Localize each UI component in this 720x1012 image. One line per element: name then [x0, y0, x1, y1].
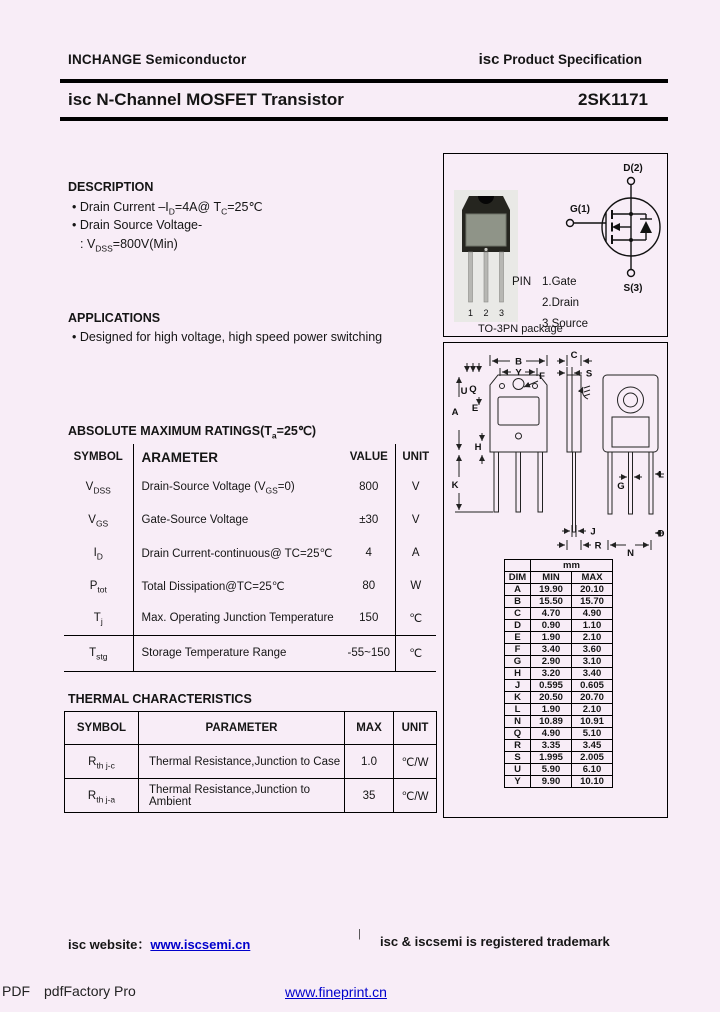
col-max: MAX	[572, 572, 613, 584]
dim-cell: 2.10	[572, 704, 613, 716]
dim-unit-header: mm	[531, 560, 613, 572]
dim-table-row	[505, 752, 613, 764]
package-photo	[454, 190, 518, 322]
dim-cell: 6.10	[572, 764, 613, 776]
value-cell: 800	[359, 480, 379, 493]
dim-cell: 2.90	[531, 656, 572, 668]
description-bullet-2: • Drain Source Voltage-	[72, 218, 203, 232]
outline-drawing	[445, 347, 666, 559]
dim-cell: 4.70	[531, 608, 572, 620]
dim-label-H: H	[474, 442, 482, 453]
dim-label-F: F	[539, 371, 545, 382]
col-symbol: SYMBOL	[64, 444, 133, 470]
header-rule	[60, 79, 668, 83]
dim-cell: 3.20	[531, 668, 572, 680]
parameter-cell: Thermal Resistance,Junction to Ambient	[139, 779, 345, 813]
symbol-cell: $P_{tot}$	[64, 569, 133, 602]
value-cell: 80	[362, 579, 376, 592]
dim-label-B: B	[515, 356, 522, 368]
dim-table-row	[505, 608, 613, 620]
abs-row-ptot	[64, 569, 436, 602]
dim-cell: 5.10	[572, 728, 613, 740]
dim-cell: C	[505, 608, 531, 620]
product-spec-label: isc Product Specification	[478, 51, 642, 68]
footer-website	[68, 934, 250, 953]
dim-cell: D	[505, 620, 531, 632]
symbol-cell: $T_{stg}$	[64, 635, 133, 671]
pin-3-label: 3.Source	[542, 318, 589, 330]
dim-cell: 2.10	[572, 632, 613, 644]
parameter-cell: Storage Temperature Range	[133, 635, 343, 671]
website-link[interactable]: www.iscsemi.cn	[150, 937, 251, 952]
company-name: INCHANGE Semiconductor	[68, 52, 247, 67]
abs-row-id	[64, 536, 436, 569]
value-cell: 150	[359, 612, 379, 625]
symbol-cell: $R_{th j-a}$	[65, 779, 139, 813]
unit-cell: V	[395, 470, 436, 503]
dim-table-row	[505, 704, 613, 716]
abs-row-tj	[64, 602, 436, 635]
dim-cell: 10.89	[531, 716, 572, 728]
col-value: VALUE	[349, 451, 388, 463]
dim-cell: 10.10	[572, 776, 613, 788]
unit-cell: ℃	[395, 602, 436, 635]
dim-cell: F	[505, 644, 531, 656]
description-bullet-1: • Drain Current $-I_D=4A@$ $T_C=25℃$	[72, 200, 263, 217]
dim-cell: K	[505, 692, 531, 704]
symbol-drain-label: D(2)	[623, 163, 643, 174]
dim-cell: 2.005	[572, 752, 613, 764]
dim-table-row	[505, 764, 613, 776]
mosfet-symbol	[562, 157, 664, 299]
max-cell: 35	[345, 779, 394, 813]
photo-pin-2: 2	[483, 308, 489, 318]
parameter-cell: Thermal Resistance,Junction to Case	[139, 745, 345, 779]
dim-table-row	[505, 668, 613, 680]
dim-label-C: C	[570, 350, 578, 361]
dim-cell: 3.35	[531, 740, 572, 752]
unit-cell: A	[395, 536, 436, 569]
dim-cell: H	[505, 668, 531, 680]
dim-cell: 20.50	[531, 692, 572, 704]
col-parameter: ARAMETER	[141, 449, 218, 465]
parameter-cell: Drain-Source Voltage $(V_{GS}=0)$	[141, 480, 295, 495]
parameter-cell: Max. Operating Junction Temperature	[141, 612, 334, 625]
unit-cell: ℃/W	[394, 779, 437, 813]
dim-cell: 3.45	[572, 740, 613, 752]
col-dim: DIM	[505, 572, 531, 584]
parameter-cell: Gate-Source Voltage	[141, 513, 249, 526]
parameter-cell: Total Dissipation@TC=25℃	[141, 580, 285, 593]
dim-cell: 4.90	[531, 728, 572, 740]
dim-cell: 9.90	[531, 776, 572, 788]
dim-cell: R	[505, 740, 531, 752]
value-cell: -55~150	[343, 635, 395, 671]
description-heading: DESCRIPTION	[68, 180, 154, 194]
symbol-cell: $R_{th j-c}$	[65, 745, 139, 779]
thermal-row-jc	[65, 745, 437, 779]
abs-row-vgs	[64, 503, 436, 536]
symbol-source-label: S(3)	[623, 283, 643, 294]
dim-cell: 0.595	[531, 680, 572, 692]
max-cell: 1.0	[345, 745, 394, 779]
dim-cell: 0.605	[572, 680, 613, 692]
symbol-cell: $V_{DSS}$	[64, 470, 133, 503]
dim-label-Y: Y	[515, 367, 522, 379]
dim-table-row	[505, 656, 613, 668]
dim-cell: U	[505, 764, 531, 776]
dim-cell: L	[505, 704, 531, 716]
pin-legend-label: PIN	[512, 276, 532, 288]
dim-cell: S	[505, 752, 531, 764]
thermal-table	[64, 711, 437, 813]
photo-pin-1: 1	[467, 308, 474, 318]
value-cell: 4	[365, 546, 372, 559]
dim-label-R: R	[594, 540, 602, 552]
unit-cell: V	[395, 503, 436, 536]
photo-pin-3: 3	[498, 308, 505, 318]
dim-label-G: G	[617, 481, 625, 492]
dimensions-box	[443, 342, 668, 818]
description-bullet-3: : $V_{DSS}=800V(Min)$	[80, 237, 178, 254]
dim-cell: B	[505, 596, 531, 608]
dim-table-row	[505, 740, 613, 752]
dim-label-K: K	[451, 480, 459, 491]
applications-heading: APPLICATIONS	[68, 311, 161, 325]
col-symbol: SYMBOL	[65, 712, 139, 745]
col-min: MIN	[531, 572, 572, 584]
dim-table-row	[505, 644, 613, 656]
dim-cell: 5.90	[531, 764, 572, 776]
abs-header-row	[64, 444, 436, 470]
dim-table-row	[505, 776, 613, 788]
col-parameter: PARAMETER	[139, 712, 345, 745]
dim-cell: A	[505, 584, 531, 596]
dim-table-row	[505, 620, 613, 632]
dim-label-J: J	[590, 526, 596, 538]
dim-cell: 3.10	[572, 656, 613, 668]
package-pinout-box	[443, 153, 668, 337]
abs-max-ratings-heading: ABSOLUTE MAXIMUM $RATINGS(T_a=25℃)$	[68, 424, 317, 441]
dim-cell: 1.90	[531, 704, 572, 716]
dim-table-row	[505, 680, 613, 692]
page-title: isc N-Channel MOSFET Transistor	[68, 90, 344, 109]
dim-unit-row	[505, 560, 613, 572]
dim-label-A: A	[451, 407, 459, 418]
dim-table-row	[505, 632, 613, 644]
dim-label-S: S	[585, 368, 593, 380]
dim-table-row	[505, 596, 613, 608]
symbol-cell: $T_j$	[64, 602, 133, 635]
dim-table-row	[505, 728, 613, 740]
dim-label-D: D	[657, 528, 665, 540]
unit-cell: W	[395, 569, 436, 602]
dim-label-Q: Q	[469, 384, 477, 395]
dim-cell: 20.70	[572, 692, 613, 704]
abs-row-vdss	[64, 470, 436, 503]
dim-corner-cell	[505, 560, 531, 572]
pin-2-label: 2.Drain	[542, 297, 580, 309]
dim-label-E: E	[471, 403, 479, 414]
website-label: isc website：	[68, 937, 151, 952]
pdf-watermark: PDF pdfFactory Pro	[2, 983, 136, 999]
unit-cell: ℃	[395, 635, 436, 671]
dim-table-row	[505, 716, 613, 728]
abs-row-tstg	[64, 635, 436, 671]
dim-cell: 15.70	[572, 596, 613, 608]
symbol-cell: $I_D$	[64, 536, 133, 569]
dim-cell: 10.91	[572, 716, 613, 728]
parameter-cell: Drain Current-continuous@ TC=25℃	[141, 547, 333, 560]
dim-label-N: N	[627, 548, 634, 559]
dim-cell: Y	[505, 776, 531, 788]
fineprint-link[interactable]: www.fineprint.cn	[285, 984, 387, 1000]
thermal-heading: THERMAL CHARACTERISTICS	[68, 692, 252, 706]
dim-cell: 3.40	[531, 644, 572, 656]
dim-table-row	[505, 584, 613, 596]
title-rule	[60, 117, 668, 121]
dim-cell: G	[505, 656, 531, 668]
dim-cell: 1.90	[531, 632, 572, 644]
dim-cell: 3.60	[572, 644, 613, 656]
dim-cell: 3.40	[572, 668, 613, 680]
part-number: 2SK1171	[578, 90, 648, 109]
footer-divider: |	[358, 928, 361, 940]
col-max: MAX	[345, 712, 394, 745]
pin-1-label: 1.Gate	[542, 276, 577, 288]
dim-label-L: L	[658, 469, 664, 481]
abs-max-ratings-table	[64, 444, 436, 672]
applications-bullet-1: • Designed for high voltage, high speed power switching	[72, 330, 383, 344]
thermal-row-ja	[65, 779, 437, 813]
dim-cell: 1.10	[572, 620, 613, 632]
dim-cell: Q	[505, 728, 531, 740]
col-unit: UNIT	[394, 712, 437, 745]
dimensions-table	[504, 559, 613, 788]
unit-cell: ℃/W	[394, 745, 437, 779]
trademark-note: isc & iscsemi is registered trademark	[380, 934, 610, 949]
isc-brand: isc	[478, 51, 500, 68]
dim-cell: J	[505, 680, 531, 692]
dim-cell: 20.10	[572, 584, 613, 596]
package-caption: TO-3PN package	[478, 323, 563, 335]
dim-cell: 4.90	[572, 608, 613, 620]
dim-label-U: U	[460, 386, 468, 397]
symbol-cell: $V_{GS}$	[64, 503, 133, 536]
dim-header-row	[505, 572, 613, 584]
value-cell: ±30	[359, 513, 379, 526]
dim-cell: N	[505, 716, 531, 728]
dim-cell: 0.90	[531, 620, 572, 632]
dim-table-row	[505, 692, 613, 704]
col-unit: UNIT	[395, 444, 436, 470]
dim-cell: 15.50	[531, 596, 572, 608]
transistor-photo-drawing	[454, 190, 518, 322]
dim-cell: 19.90	[531, 584, 572, 596]
thermal-header-row	[65, 712, 437, 745]
dim-cell: E	[505, 632, 531, 644]
symbol-gate-label: G(1)	[570, 204, 590, 215]
dim-cell: 1.995	[531, 752, 572, 764]
